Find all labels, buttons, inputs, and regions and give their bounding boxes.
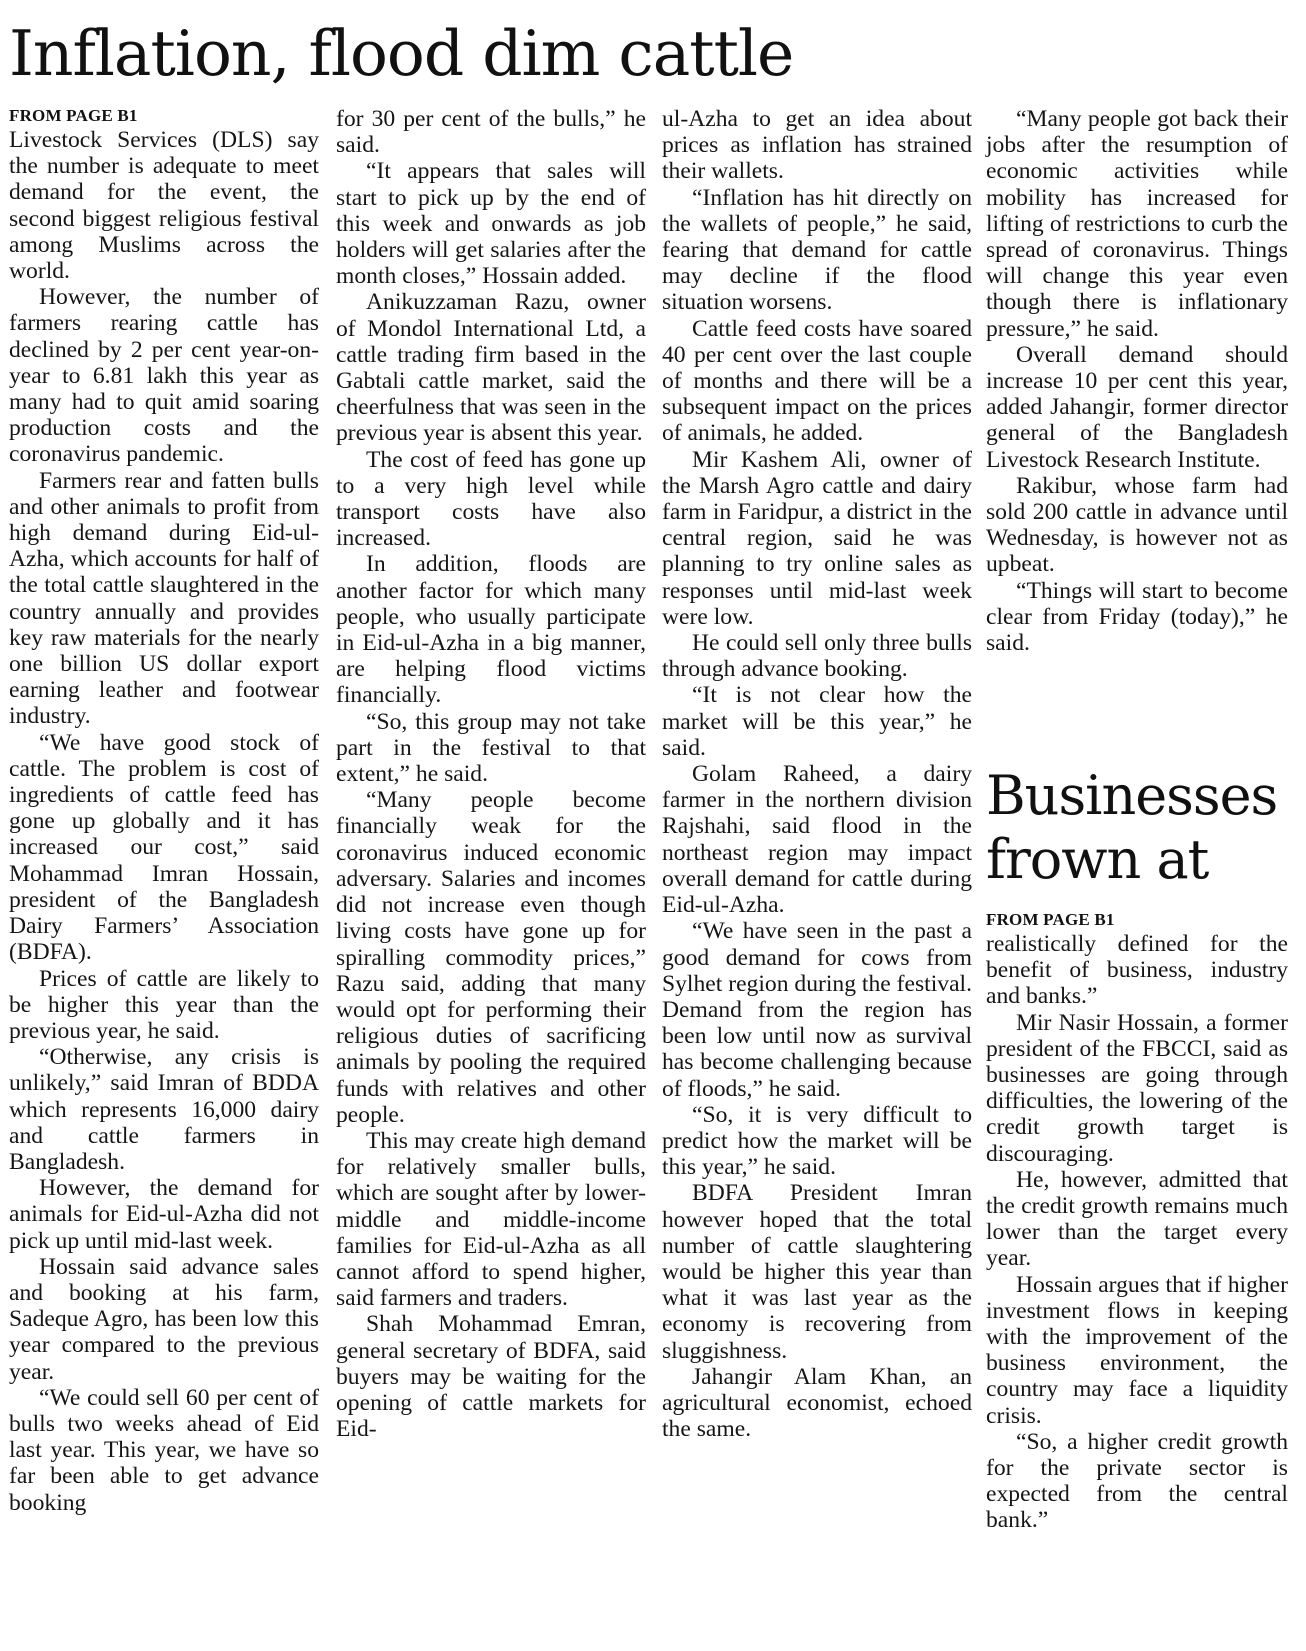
paragraph: “Inflation has hit directly on the wallets of people,” he said, fearing that demand for cattle may decline if the flood situation worsens.: [662, 184, 972, 316]
paragraph: Hossain argues that if higher investment flows in keeping with the improvement of the business environment, the country may face a liquidity crisis.: [986, 1271, 1288, 1429]
article-dateline: FROM PAGE B1: [9, 106, 138, 125]
paragraph: This may create high demand for relatively smaller bulls, which are sought after by lower-middle and middle-income families for Eid-ul-Azha as all cannot afford to spend higher, said farmers and traders.: [336, 1127, 646, 1312]
paragraph: “We could sell 60 per cent of bulls two weeks ahead of Eid last year. This year, we have so far been able to get advance booking: [9, 1384, 319, 1516]
paragraph: Overall demand should increase 10 per cent this year, added Jahangir, former director general of the Bangladesh Livestock Research Institute.: [986, 341, 1288, 473]
paragraph: Farmers rear and fatten bulls and other animals to profit from high demand during Eid-ul-Azha, which accounts for half of the total cattle slaughtered in the country annually and provides key raw materials for the nearly one billion US dollar export earning leather and footwear industry.: [9, 467, 319, 730]
paragraph: In addition, floods are another factor for which many people, who usually participate in Eid-ul-Azha in a big manner, are helping flood victims financially.: [336, 551, 646, 709]
paragraph: Mir Kashem Ali, owner of the Marsh Agro cattle and dairy farm in Faridpur, a district in the central region, said he was planning to try online sales as responses until mid-last week were low.: [662, 446, 972, 630]
paragraph: Livestock Services (DLS) say the number is adequate to meet demand for the event, the second biggest religious festival among Muslims across the world.: [9, 127, 319, 285]
paragraph: BDFA President Imran however hoped that the total number of cattle slaughtering would be higher this year than what it was last year as the economy is recovering from sluggishness.: [662, 1180, 972, 1364]
paragraph: However, the number of farmers rearing cattle has declined by 2 per cent year-on-year to 6.81 lakh this year as many had to quit amid soaring production costs and the coronavirus pandemic.: [9, 284, 319, 468]
paragraph: ul-Azha to get an idea about prices as inflation has strained their wallets.: [662, 106, 972, 185]
paragraph: “We have good stock of cattle. The problem is cost of ingredients of cattle feed has gone up globally and it has increased our cost,” said Mohammad Imran Hossain, president of the Bangladesh Dairy Farmers’ Association (BDFA).: [9, 729, 319, 966]
paragraph: “It is not clear how the market will be this year,” he said.: [662, 682, 972, 761]
article-column-1: [9, 106, 319, 1516]
second-article-dateline: FROM PAGE B1: [986, 910, 1115, 929]
paragraph: The cost of feed has gone up to a very high level while transport costs have also increased.: [336, 446, 646, 552]
paragraph: for 30 per cent of the bulls,” he said.: [336, 106, 646, 159]
paragraph: Cattle feed costs have soared 40 per cent over the last couple of months and there will be a subsequent impact on the prices of animals, he added.: [662, 315, 972, 447]
paragraph: Prices of cattle are likely to be higher this year than the previous year, he said.: [9, 965, 319, 1044]
paragraph: Shah Mohammad Emran, general secretary of BDFA, said buyers may be waiting for the opening of cattle markets for Eid-: [336, 1311, 646, 1443]
second-article-headline: Businesses frown at: [986, 764, 1278, 891]
paragraph: Anikuzzaman Razu, owner of Mondol International Ltd, a cattle trading firm based in the Gabtali cattle market, said the cheerfulness that was seen in the previous year is absent this year.: [336, 289, 646, 447]
paragraph: He could sell only three bulls through advance booking.: [662, 630, 972, 683]
paragraph: “Many people got back their jobs after the resumption of economic activities while mobility has increased for lifting of restrictions to curb the spread of coronavirus. Things will change this year even though there is inflationary pressure,” he said.: [986, 106, 1288, 342]
paragraph: He, however, admitted that the credit growth remains much lower than the target every year.: [986, 1166, 1288, 1272]
paragraph: “It appears that sales will start to pick up by the end of this week and onwards as job holders will get salaries after the month closes,” Hossain added.: [336, 158, 646, 290]
paragraph: However, the demand for animals for Eid-ul-Azha did not pick up until mid-last week.: [9, 1175, 319, 1254]
paragraph: “So, it is very difficult to predict how the market will be this year,” he said.: [662, 1101, 972, 1181]
paragraph: “So, this group may not take part in the festival to that extent,” he said.: [336, 708, 646, 788]
paragraph: Hossain said advance sales and booking at his farm, Sadeque Agro, has been low this year compared to the previous year.: [9, 1253, 319, 1385]
paragraph: Jahangir Alam Khan, an agricultural economist, echoed the same.: [662, 1363, 972, 1443]
paragraph: “Otherwise, any crisis is unlikely,” said Imran of BDDA which represents 16,000 dairy and cattle farmers in Bangladesh.: [9, 1044, 319, 1175]
paragraph: Mir Nasir Hossain, a former president of the FBCCI, said as businesses are going through difficulties, the lowering of the credit growth target is discouraging.: [986, 1009, 1288, 1167]
paragraph: “We have seen in the past a good demand for cows from Sylhet region during the festival. Demand from the region has been low until now as survival has become challenging because of floods,” he said.: [662, 918, 972, 1102]
paragraph: “Things will start to become clear from Friday (today),” he said.: [986, 577, 1288, 657]
article-column-3: [662, 106, 972, 1442]
paragraph: Golam Raheed, a dairy farmer in the northern division Rajshahi, said flood in the northeast region may impact overall demand for cattle during Eid-ul-Azha.: [662, 761, 972, 919]
second-article-body: [986, 910, 1288, 1534]
paragraph: Rakibur, whose farm had sold 200 cattle in advance until Wednesday, is however not as upbeat.: [986, 472, 1288, 578]
paragraph: realistically defined for the benefit of business, industry and banks.”: [986, 931, 1288, 1010]
paragraph: “Many people become financially weak for the coronavirus induced economic adversary. Salaries and incomes did not increase even though living costs have gone up for spiralling commodity prices,” Razu said, adding that many would opt for performing their religious duties of sacrificing animals by pooling the required funds with relatives and other people.: [336, 787, 646, 1128]
paragraph: “So, a higher credit growth for the private sector is expected from the central bank.”: [986, 1428, 1288, 1534]
article-column-2: [336, 106, 646, 1442]
article-column-4: [986, 106, 1288, 656]
article-headline: Inflation, flood dim cattle: [9, 17, 794, 90]
